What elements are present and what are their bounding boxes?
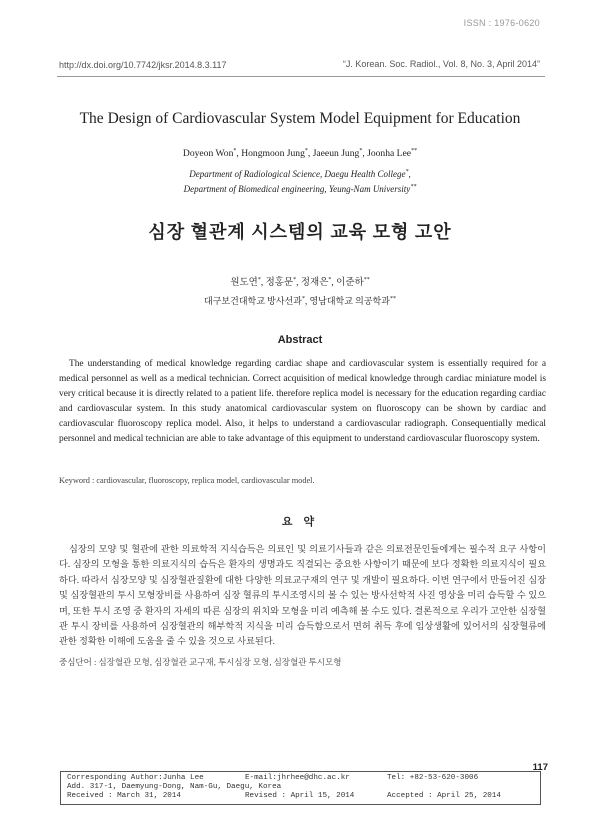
korean-keywords: 중심단어 : 심장혈관 모형, 심장혈관 교구재, 투시심장 모형, 심장혈관 투시모형: [59, 657, 342, 667]
revised-date: Revised : April 15, 2014: [245, 792, 355, 800]
corresponding-author: Corresponding Author:Junha Lee: [67, 774, 204, 782]
journal-citation: “J. Korean. Soc. Radiol., Vol. 8, No. 3, April 2014”: [342, 59, 540, 69]
abstract-text: The understanding of medical knowledge regarding cardiac shape and cardiovascular system is essentially required for a medical personnel as well as a medical technician. Correct acquisition of medical knowledge through cardiac miniature model is very critical because it is directly related to a patient life. therefore replica model is necessary for the education regarding cardiac and cardiovascular system. In this study anatomical cardiovascular system on fluoroscopy can be shown by cardiac and cardiovascular fluoroscopy replica model. Also, it helps to understand a cardiovascular radiograph. Consequentially medical personnel and medical technician are able to take advantage of this equipment to understand cardiovascular fluoroscopy system.: [59, 359, 546, 444]
english-title: The Design of Cardiovascular System Model Equipment for Education: [79, 110, 521, 127]
korean-summary-text: 심장의 모양 및 혈관에 관한 의료학적 지식습득은 의료인 및 의료기사들과 같은 의료전문인들에게는 필수적 요구 사항이다. 심장의 모형을 통한 의료지식의 습득은 환자의 생명과도 직결되는 중요한 사항이기 때문에 보다 정확한 의료지식이 필요하다. 따라서 심장모양 및 심장혈관질환에 대한 다양한 의료교구재의 연구 및 개발이 필요하다. 이번 연구에서 만들어진 심장 및 심장혈관의 투시 모형장비를 사용하여 심장 혈류의 투시조영시의 볼 수 있는 방사선학적 사진 영상을 미리 습득할 수 있으며, 또한 투시 조영 중 환자의 자세의 따른 심장의 위치와 모형을 미리 예측해 볼 수도 있다. 결론적으로 우리가 고안한 심장혈관 투시 장비를 사용하여 심장혈관의 해부학적 지식을 미리 습득함으로서 면허 취득 후에 임상생활에 있어서의 심장혈류에 관한 정확한 이해에 도움을 줄 수 있을 것으로 사료된다.: [59, 544, 546, 647]
author: Doyeon Won*,: [182, 148, 242, 160]
author: 이준하**: [336, 276, 370, 288]
korean-authors: [0, 274, 600, 288]
english-authors: [0, 148, 600, 159]
affiliation-1: Department of Radiological Science, Daegu Health College*,: [189, 169, 411, 179]
header-divider: [57, 76, 545, 77]
address: Add. 317-1, Daemyung-Dong, Nam-Gu, Daegu, Korea: [67, 783, 282, 791]
korean-affiliations: 대구보건대학교 방사선과*, 영남대학교 의공학과**: [204, 296, 396, 306]
page-number: 117: [532, 762, 548, 773]
author: 정홍문*,: [265, 276, 301, 288]
received-date: Received : March 31, 2014: [67, 792, 181, 800]
korean-title: 심장 혈관계 시스템의 교육 모형 고안: [148, 222, 452, 242]
author: Jaeeun Jung*,: [312, 148, 368, 160]
issn: ISSN : 1976-0620: [463, 18, 540, 28]
accepted-date: Accepted : April 25, 2014: [387, 792, 501, 800]
author: 원도연*,: [230, 276, 266, 288]
keywords: Keyword : cardiovascular, fluoroscopy, replica model, cardiovascular model.: [59, 476, 315, 485]
correspondence-footer: [60, 771, 541, 805]
korean-summary-heading: 요 약: [281, 516, 319, 528]
author: Joonha Lee**: [367, 148, 418, 160]
telephone: Tel: +82-53-620-3006: [387, 774, 479, 782]
author: Hongmoon Jung*,: [241, 148, 313, 160]
affiliation-2: Department of Biomedical engineering, Yeung-Nam University**: [183, 184, 417, 194]
author: 정재은*,: [300, 276, 337, 288]
abstract-heading: Abstract: [277, 334, 323, 346]
doi-link[interactable]: http://dx.doi.org/10.7742/jksr.2014.8.3.117: [59, 60, 227, 70]
email[interactable]: E-mail:jhrhee@dhc.ac.kr: [245, 774, 350, 782]
